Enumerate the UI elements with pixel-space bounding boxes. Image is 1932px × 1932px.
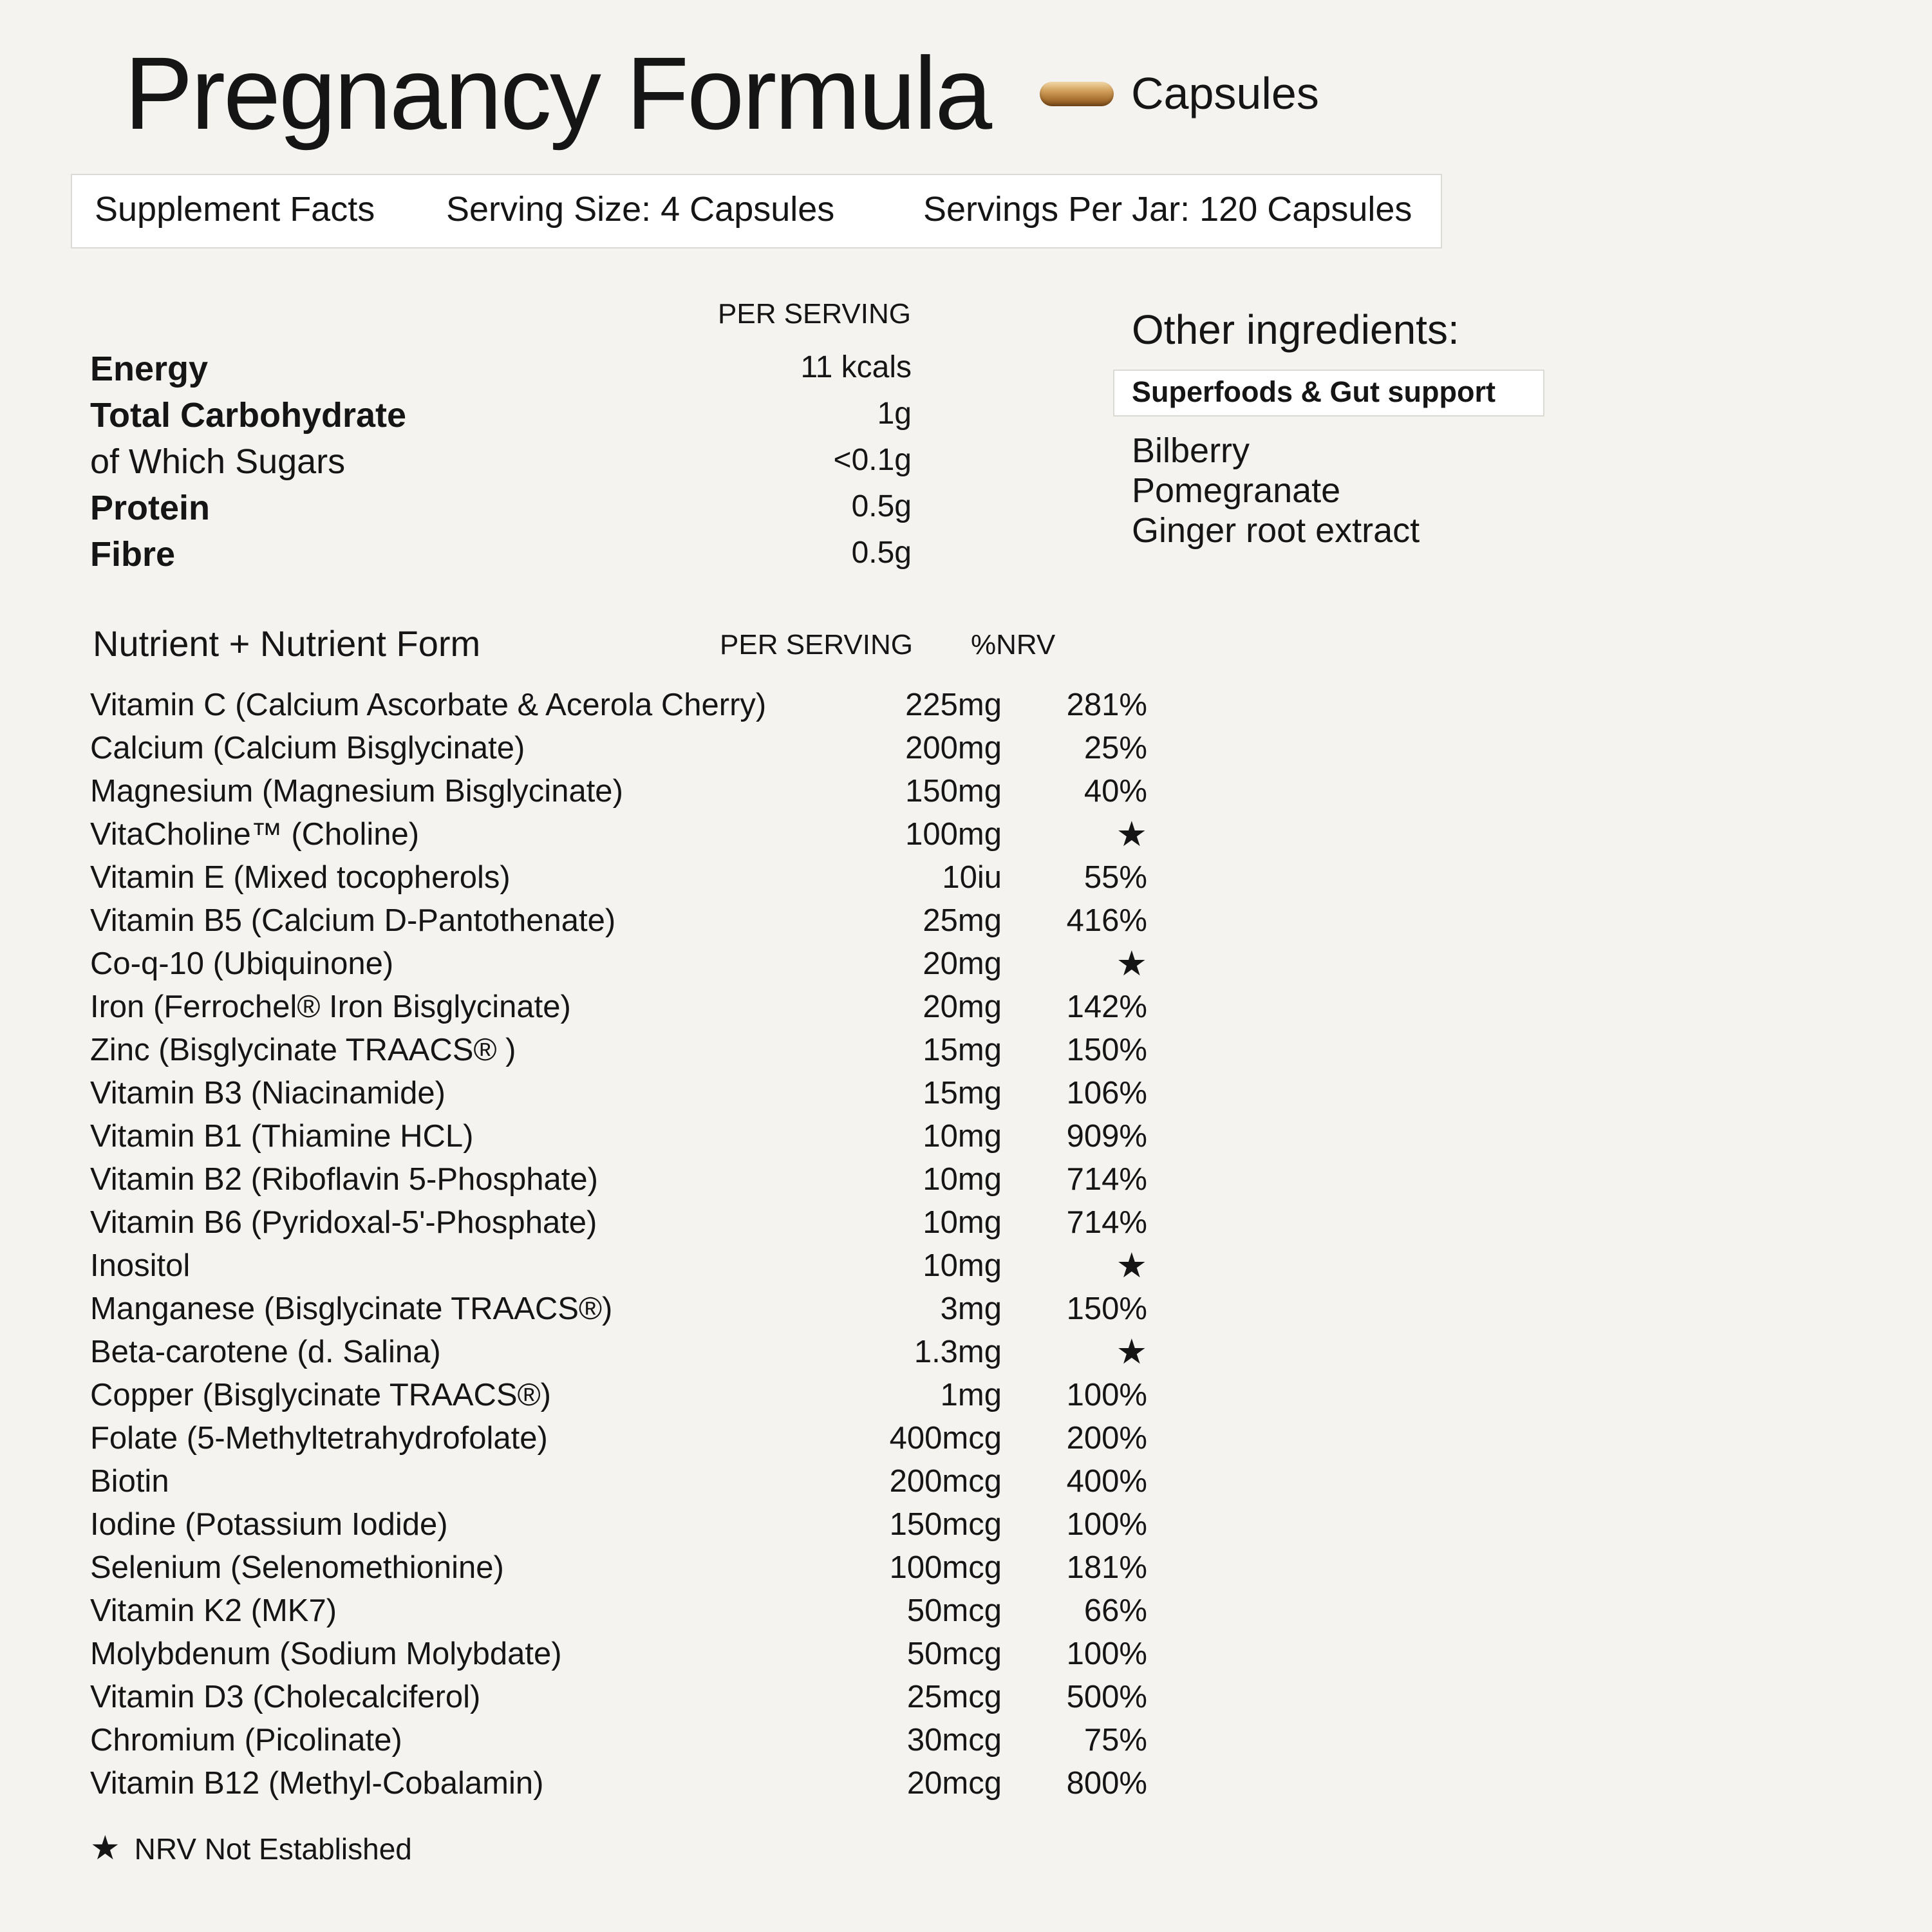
nutrient-amount: 20mg [923,989,1002,1024]
macro-value-fibre: 0.5g [851,536,912,570]
nutrient-name: Manganese (Bisglycinate TRAACS®) [90,1291,613,1326]
nutrient-name: Inositol [90,1248,191,1283]
nutrient-amount: 10mg [923,1162,1002,1197]
nutrient-name: Vitamin D3 (Cholecalciferol) [90,1680,481,1714]
nutrient-row [90,1460,1147,1503]
nutrient-nrv: 909% [1066,1119,1147,1154]
nutrient-name: Beta-carotene (d. Salina) [90,1335,441,1369]
nutrient-amount: 3mg [940,1291,1002,1326]
nutrient-row [90,1546,1147,1590]
nutrient-row [90,1072,1147,1115]
nutrient-nrv: 714% [1066,1162,1147,1197]
nutrient-nrv-header: %NRV [971,629,1056,661]
nutrient-name: Vitamin B2 (Riboflavin 5-Phosphate) [90,1162,598,1197]
nrv-not-established-star-icon: ★ [1116,1333,1147,1371]
nutrient-nrv: 25% [1083,731,1147,765]
nutrient-row [90,727,1147,770]
nutrient-nrv: 66% [1083,1593,1147,1628]
nrv-not-established-star-icon: ★ [1116,815,1147,854]
nutrient-name: Vitamin K2 (MK7) [90,1593,337,1628]
nutrient-nrv: 714% [1066,1205,1147,1240]
nrv-not-established-star-icon: ★ [1116,1246,1147,1285]
nutrient-row [90,1158,1147,1201]
nutrient-name: Zinc (Bisglycinate TRAACS® ) [90,1033,516,1067]
nutrient-name: Selenium (Selenomethionine) [90,1550,504,1585]
nutrient-nrv: 200% [1066,1421,1147,1456]
macro-value-energy: 11 kcals [800,350,912,384]
nutrient-row [90,1762,1147,1805]
nutrient-row [90,856,1147,899]
nutrient-amount: 10mg [923,1119,1002,1154]
ingredient-item: Bilberry [1132,431,1250,470]
nutrient-row [90,1417,1147,1460]
nutrient-name: Vitamin B3 (Niacinamide) [90,1076,445,1111]
nutrient-amount: 10iu [942,860,1002,895]
macro-label-fibre: Fibre [90,535,176,574]
nutrient-table-heading: Nutrient + Nutrient Form [93,623,481,664]
nutrient-row [90,684,1147,727]
nutrient-nrv: 800% [1066,1766,1147,1801]
format-label: Capsules [1131,68,1319,118]
servings-per-jar: Servings Per Jar: 120 Capsules [923,190,1412,229]
nutrient-amount: 225mg [905,688,1002,722]
nutrient-nrv: 400% [1066,1464,1147,1499]
supplement-facts-label: Supplement Facts [95,190,375,229]
nutrient-nrv: 142% [1066,989,1147,1024]
ingredient-item: Ginger root extract [1132,511,1420,550]
nutrient-row [90,1676,1147,1719]
nutrient-row [90,1719,1147,1762]
nutrient-nrv: 416% [1066,903,1147,938]
nutrient-row [90,770,1147,813]
nutrient-amount: 400mcg [889,1421,1002,1456]
nutrient-name: Vitamin B5 (Calcium D-Pantothenate) [90,903,616,938]
nutrient-list [90,684,1147,1805]
nutrient-amount: 20mg [923,946,1002,981]
nutrient-name: Vitamin E (Mixed tocopherols) [90,860,511,895]
ingredient-category-label: Superfoods & Gut support [1132,375,1496,408]
nutrient-nrv: 55% [1083,860,1147,895]
nutrient-name: Biotin [90,1464,169,1499]
serving-size: Serving Size: 4 Capsules [446,190,835,229]
nutrient-name: Magnesium (Magnesium Bisglycinate) [90,774,623,809]
nutrient-nrv: 281% [1066,688,1147,722]
nutrient-amount: 100mg [905,817,1002,852]
nutrient-name: VitaCholine™ (Choline) [90,817,420,852]
nutrient-nrv: 100% [1066,1507,1147,1542]
nutrient-row [90,1590,1147,1633]
nutrient-row [90,1244,1147,1288]
footnote [90,1829,412,1868]
nutrient-amount: 1mg [940,1378,1002,1412]
nutrient-name: Copper (Bisglycinate TRAACS®) [90,1378,552,1412]
nutrient-amount: 25mcg [906,1680,1002,1714]
nutrient-amount: 10mg [923,1248,1002,1283]
nutrient-name: Vitamin C (Calcium Ascorbate & Acerola Cherry) [90,688,767,722]
nutrient-nrv: 150% [1066,1291,1147,1326]
nutrient-row [90,1331,1147,1374]
nutrient-amount: 20mcg [906,1766,1002,1801]
ingredient-item: Pomegranate [1132,471,1341,510]
nutrient-name: Vitamin B1 (Thiamine HCL) [90,1119,474,1154]
nutrient-amount: 50mcg [906,1593,1002,1628]
nutrient-row [90,943,1147,986]
nutrient-row [90,1201,1147,1244]
nutrient-row [90,1029,1147,1072]
nutrient-amount: 25mg [923,903,1002,938]
nutrient-per-serving-header: PER SERVING [720,629,913,661]
macro-label-protein: Protein [90,489,211,527]
macro-label-sugars: of Which Sugars [90,442,346,481]
nutrient-amount: 50mcg [906,1637,1002,1671]
nutrient-amount: 10mg [923,1205,1002,1240]
macro-label-carbohydrate: Total Carbohydrate [90,396,407,435]
nutrient-amount: 100mcg [889,1550,1002,1585]
nutrient-name: Iodine (Potassium Iodide) [90,1507,448,1542]
footnote-text: NRV Not Established [134,1832,412,1866]
nutrient-row [90,1633,1147,1676]
nutrient-amount: 30mcg [906,1723,1002,1758]
nutrient-row [90,813,1147,856]
nutrient-amount: 150mcg [889,1507,1002,1542]
nutrient-nrv: 100% [1066,1637,1147,1671]
macro-value-carbohydrate: 1g [877,397,912,431]
nutrient-row [90,899,1147,943]
nutrient-name: Co-q-10 (Ubiquinone) [90,946,394,981]
nutrient-row [90,1288,1147,1331]
nutrient-name: Vitamin B6 (Pyridoxal-5'-Phosphate) [90,1205,597,1240]
nutrient-amount: 1.3mg [914,1335,1002,1369]
other-ingredients-heading: Other ingredients: [1132,306,1459,353]
macro-value-sugars: <0.1g [833,443,912,477]
nutrient-name: Molybdenum (Sodium Molybdate) [90,1637,562,1671]
page-title: Pregnancy Formula [124,35,991,151]
macro-value-protein: 0.5g [851,489,912,523]
nutrient-row [90,1374,1147,1417]
nutrient-name: Vitamin B12 (Methyl-Cobalamin) [90,1766,544,1801]
nrv-not-established-star-icon: ★ [1116,944,1147,983]
nutrient-nrv: 150% [1066,1033,1147,1067]
nutrient-name: Chromium (Picolinate) [90,1723,402,1758]
nutrient-amount: 200mcg [889,1464,1002,1499]
macro-label-energy: Energy [90,350,209,388]
nutrient-nrv: 75% [1083,1723,1147,1758]
nutrient-nrv: 106% [1066,1076,1147,1111]
nutrient-amount: 15mg [923,1033,1002,1067]
nutrient-name: Calcium (Calcium Bisglycinate) [90,731,525,765]
nutrient-amount: 200mg [905,731,1002,765]
macros-per-serving-header: PER SERVING [718,298,911,330]
star-icon: ★ [90,1830,120,1867]
capsule-icon [1040,82,1114,106]
nutrient-row [90,1115,1147,1158]
nutrient-amount: 15mg [923,1076,1002,1111]
nutrient-row [90,1503,1147,1546]
nutrient-nrv: 181% [1066,1550,1147,1585]
nutrient-name: Folate (5-Methyltetrahydrofolate) [90,1421,548,1456]
nutrient-nrv: 500% [1066,1680,1147,1714]
nutrient-nrv: 100% [1066,1378,1147,1412]
other-ingredients-list [1132,431,1420,550]
nutrient-nrv: 40% [1083,774,1147,809]
nutrient-name: Iron (Ferrochel® Iron Bisglycinate) [90,989,571,1024]
nutrient-row [90,986,1147,1029]
nutrient-amount: 150mg [905,774,1002,809]
